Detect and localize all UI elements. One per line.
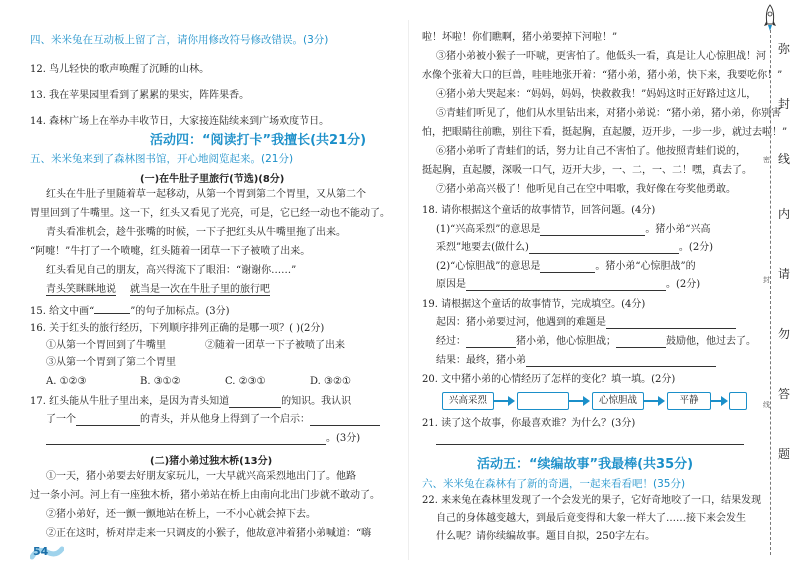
answer-blank[interactable]: [540, 262, 595, 273]
arrow-right-icon: [508, 396, 515, 406]
mood-box-3: 心惊胆战: [592, 392, 644, 410]
answer-blank[interactable]: [76, 415, 140, 426]
passage-2-line-13: ⑦猪小弟高兴极了！他听见自己在空中唱歌，我好像在夸奖他勇敢。: [436, 184, 736, 195]
arrow-right-icon: [721, 396, 728, 406]
passage-2-line-9: ⑤青蛙们听见了，他们从水里钻出来，对猪小弟说：“猪小弟，猪小弟，你别害: [436, 108, 782, 119]
question-16-item-2: ②随着一团草一下子被喷了出来: [205, 340, 345, 351]
passage-2-line-12: 挺起胸，直起腰，深吸一口气，迈开大步，一、二，一、二！嘿，真去了。: [422, 165, 752, 176]
binding-small-label-2: 封: [763, 276, 770, 284]
question-20: 20. 文中猪小弟的心情经历了怎样的变化？填一填。(2分): [422, 374, 676, 385]
arrow-right-icon: [658, 396, 665, 406]
binding-char-5: 请: [778, 267, 791, 281]
passage-2-title: (二)猪小弟过独木桥(13分): [150, 456, 273, 467]
question-17-line-3: [46, 433, 360, 445]
q19-process-text-c: 鼓励他，他过去了。: [666, 336, 756, 347]
page-number-badge: [30, 543, 64, 561]
q18-2-text-b: 。猪小弟“心惊胆战”的: [595, 261, 696, 272]
answer-blank[interactable]: [46, 434, 326, 445]
passage-2-line-10: 怕，把眼睛往前瞧，别往下看，挺起胸，直起腰，迈开步，一步一步，就过去啦！”: [422, 127, 788, 138]
question-18-1: [436, 224, 711, 236]
answer-blank[interactable]: [529, 243, 679, 254]
q19-process-text-a: 经过：: [436, 336, 466, 347]
question-17-text-a: 17. 红头能从牛肚子里出来，是因为青头知道: [30, 396, 230, 407]
question-17-text-e: 。(3分): [326, 433, 361, 444]
question-18: 18. 请你根据这个童话的故事情节，回答问题。(4分): [422, 205, 656, 216]
passage-1-line-2: 胃里回到了牛嘴里。这一下，红头又看见了光亮，可是，它已经一动也不能动了。: [30, 208, 390, 219]
answer-blank[interactable]: [616, 337, 666, 348]
passage-1-line-6: [46, 284, 270, 296]
binding-char-6: 勿: [778, 327, 791, 341]
answer-blank[interactable]: [229, 397, 281, 408]
answer-blank[interactable]: [466, 337, 516, 348]
passage-1-line-1: 红头在牛肚子里随着草一起移动，从第一个胃到第二个胃里，又从第二个: [46, 189, 366, 200]
q18-1-text-d: 。(2分): [678, 242, 714, 253]
section-4-heading: 四、米米兔在互动板上留了言，请你用修改符号修改错误。(3分): [30, 34, 329, 46]
question-22-line-1: 22. 来来兔在森林里发现了一个会发光的果子，它好奇地咬了一口，结果发现: [422, 495, 762, 506]
mood-box-5-blank[interactable]: [729, 392, 747, 410]
right-page: [412, 0, 788, 575]
question-19-process: [436, 336, 756, 348]
question-18-2-line-2: [436, 279, 700, 291]
passage-2-line-6: ③猪小弟被小猴子一吓唬，更害怕了。他低头一看，真是让人心惊胆战！河: [436, 51, 766, 62]
underlined-sentence-part-2: 就当是一次在牛肚子里的旅行吧: [130, 284, 270, 295]
arrow-line-3: [643, 400, 659, 402]
passage-2-line-1: ①一天，猪小弟要去好朋友家玩儿，一大早就兴高采烈地出门了。他路: [46, 471, 356, 482]
question-15-text-a: 15. 给文中画“: [30, 306, 95, 317]
question-19-result: [436, 355, 716, 367]
mood-box-4: 平静: [667, 392, 711, 410]
question-17-text-b: 的知识。我认识: [281, 396, 352, 407]
q18-2-text-c: 原因是: [436, 279, 466, 290]
question-17-text-d: 的青头，并从他身上得到了一个启示：: [140, 414, 310, 425]
passage-1-title: (一)在牛肚子里旅行(节选)(8分): [140, 174, 285, 185]
question-12: 12. 鸟儿轻快的歌声唤醒了沉睡的山林。: [30, 64, 210, 75]
arrow-line-1: [493, 400, 509, 402]
section-6-heading: 六、米米兔在森林有了新的奇遇，一起来看看吧！(35分): [422, 478, 686, 490]
underline-sample: [94, 304, 130, 314]
question-19: 19. 请根据这个童话的故事情节，完成填空。(4分): [422, 299, 646, 310]
question-16-item-3: ③从第一个胃到了第二个胃里: [46, 357, 176, 368]
q18-1-text-c: 采烈”地要去(做什么): [436, 242, 529, 253]
question-17: [30, 396, 351, 408]
page-fold: [408, 20, 409, 560]
binding-small-label-3: 线: [763, 401, 770, 409]
q18-1-text-b: 。猪小弟“兴高: [645, 224, 711, 235]
passage-1-line-3: 青头看准机会，趁牛张嘴的时候，一下子把红头从牛嘴里拖了出来。: [46, 227, 346, 238]
question-17-text-c: 了一个: [46, 414, 76, 425]
section-5-heading: 五、米米兔来到了森林图书馆，开心地阅览起来。(21分): [30, 153, 294, 165]
underlined-sentence-part-1: 青头笑眯眯地说: [46, 284, 116, 295]
binding-char-2: 封: [778, 97, 791, 111]
passage-2-line-7: 水像个张着大口的巨兽，哇哇地张开着：“猪小弟，猪小弟，快下来，我要吃你！”: [422, 70, 783, 81]
question-22-line-2: 自己的身体越变越大，到最后竟变得和大象一样大了……接下来会发生: [436, 513, 746, 524]
option-b[interactable]: B. ③①②: [140, 376, 181, 387]
binding-char-8: 题: [778, 447, 791, 461]
option-c[interactable]: C. ②③①: [225, 376, 266, 387]
q19-cause-text: 起因：猪小弟要过河，他遇到的难题是: [436, 317, 606, 328]
question-18-1-line-2: [436, 242, 713, 254]
mood-box-2-blank[interactable]: [517, 392, 569, 410]
passage-1-line-4: “阿嚏！”牛打了一个喷嚏，红头随着一团草一下子被喷了出来。: [30, 246, 311, 257]
q18-2-text-a: (2)“心惊胆战”的意思是: [436, 261, 541, 272]
question-21: 21. 读了这个故事，你最喜欢谁？为什么？(3分): [422, 418, 636, 429]
arrow-line-2: [568, 400, 584, 402]
binding-margin: [752, 0, 800, 575]
binding-char-3: 线: [778, 152, 791, 166]
passage-2-line-11: ⑥猪小弟听了青蛙们的话，努力让自己不害怕了。他按照青蛙们说的，: [436, 146, 746, 157]
question-16-item-1: ①从第一个胃回到了牛嘴里: [46, 340, 166, 351]
activity-4-title: 活动四：“阅读打卡”我擅长(共21分): [150, 133, 367, 148]
answer-blank[interactable]: [606, 318, 736, 329]
binding-char-1: 弥: [778, 42, 791, 56]
question-17-line-2: [46, 414, 380, 426]
q18-2-text-d: 。(2分): [666, 279, 701, 290]
rocket-icon: [762, 4, 778, 32]
passage-1-line-5: 红头看见自己的朋友，高兴得流下了眼泪：“谢谢你……”: [46, 265, 297, 276]
question-18-2: [436, 261, 696, 273]
page-number: 54: [33, 545, 49, 558]
question-14: 14. 森林广场上在举办丰收节日，大家接连陆续来到广场欢度节日。: [30, 116, 330, 127]
question-16: 16. 关于红头的旅行经历，下列顺序排列正确的是哪一项？( )(2分): [30, 323, 325, 334]
option-d[interactable]: D. ③②①: [310, 376, 351, 387]
arrow-right-icon: [583, 396, 590, 406]
seal-line: [770, 30, 771, 555]
answer-blank[interactable]: [310, 415, 380, 426]
passage-2-line-8: ④猪小弟大哭起来：“妈妈，妈妈，快救救我！”妈妈这时正好路过这儿，: [436, 89, 757, 100]
passage-2-line-4: ②正在这时，桥对岸走来一只调皮的小猴子，他故意冲着猪小弟喊道：“嗨: [46, 528, 372, 539]
option-a[interactable]: A. ①②③: [46, 376, 87, 387]
passage-2-line-5: 啦！坏啦！你们瞧啊，猪小弟要掉下河啦！”: [422, 32, 618, 43]
binding-small-label-1: 密: [763, 156, 770, 164]
answer-blank[interactable]: [466, 280, 666, 291]
activity-5-title: 活动五：“续编故事”我最棒(共35分): [477, 457, 694, 472]
passage-2-line-3: ②猪小弟好，还一颤一颤地站在桥上，一不小心就会掉下去。: [46, 509, 316, 520]
q19-process-text-b: 猪小弟，他心惊胆战；: [516, 336, 616, 347]
q19-result-text: 结果：最终，猪小弟: [436, 355, 526, 366]
question-22-line-3: 什么呢？请你续编故事。题目自拟，250字左右。: [436, 531, 656, 542]
answer-blank[interactable]: [526, 356, 716, 367]
question-15: [30, 304, 229, 318]
q18-1-text-a: (1)“兴高采烈”的意思是: [436, 224, 541, 235]
question-19-cause: [436, 317, 736, 329]
binding-char-7: 答: [778, 387, 791, 401]
question-15-text-b: ”的句子加标点。(3分): [130, 306, 230, 317]
question-13: 13. 我在苹果园里看到了累累的果实，阵阵果香。: [30, 90, 250, 101]
answer-blank[interactable]: [540, 225, 645, 236]
passage-2-line-2: 过一条小河。河上有一座独木桥，猪小弟站在桥上由南向北出门步就不敢动了。: [30, 490, 380, 501]
mood-box-1: 兴高采烈: [442, 392, 494, 410]
question-21-answer-line[interactable]: [436, 444, 744, 445]
binding-char-4: 内: [778, 207, 791, 221]
